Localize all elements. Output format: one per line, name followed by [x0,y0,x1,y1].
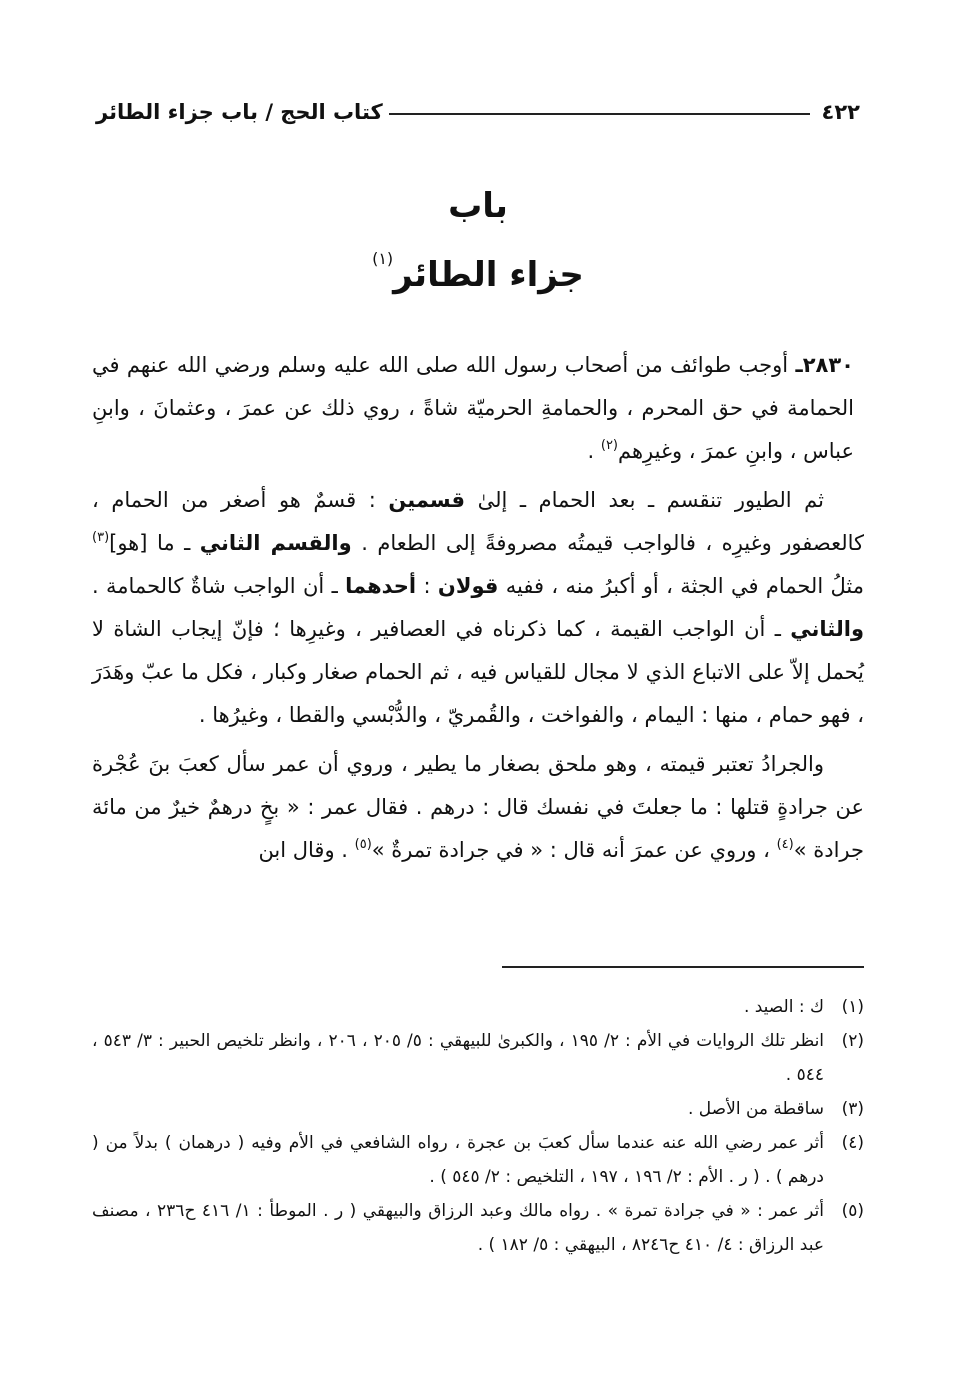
paragraph-text-end: . [587,439,601,463]
footnote-text: ك : الصيد . [743,997,824,1017]
chapter-title-footnote-ref: (١) [372,249,394,268]
chapter-title-text: جزاء الطائر [393,255,584,295]
paragraph-number: ٢٨٣٠ـ [795,353,854,377]
footnotes [92,990,864,1262]
chapter-title [0,232,956,302]
footnote-text: ساقطة من الأصل . [688,1099,824,1119]
bold-term: قولان [437,574,499,598]
footnote-separator [502,966,864,968]
footnote-number: (٣) [841,1099,864,1119]
footnote-number: (٤) [841,1133,864,1153]
main-text [92,344,864,878]
bold-term: قسمين [388,488,466,512]
text-run: . وقال ابن [258,838,355,862]
footnote-ref-5: (٥) [354,837,372,852]
page-number: ٤٢٢ [821,100,860,124]
chapter-label: باب [448,186,508,226]
footnote-4 [92,1126,864,1194]
paragraph-birds [92,479,864,737]
footnote-text: انظر تلك الروايات في الأم : ٢/ ١٩٥ ، والكبرىٰ للبيهقي : ٥/ ٢٠٥ ، ٢٠٦ ، وانظر تلخيص الحبير : ٣/ ٥٤٣ ، ٥٤٤ . [92,1031,825,1085]
footnote-5 [92,1194,864,1262]
footnote-ref-4: (٤) [776,837,794,852]
bold-term: والثاني [790,617,864,641]
footnote-number: (١) [841,997,864,1017]
footnote-text: أثر عمر رضي الله عنه عندما سأل كعبَ بن عجرة ، رواه الشافعي في الأم وفيه ( درهمان ) بدلاً من ( درهم ) . ( ر . الأم : ٢/ ١٩٦ ، ١٩٧ ، التلخيص : ٢/ ٥٤٥ ) . [92,1133,824,1187]
footnote-number: (٥) [841,1201,864,1221]
footnote-1 [92,990,864,1024]
text-run: ، وروي عن عمرَ أنه قال : « في جرادة تمرةٌ » [371,838,777,862]
text-run: ـ ما [هو] [109,531,200,555]
bold-term: والقسم الثاني [199,531,352,555]
header-rule [389,113,810,115]
text-run: : قسمٌ هو أصغر من الحمام ، كالعصفور وغيرِه ، فالواجب قيمتُه مصروفةً إلى الطعام . [92,488,864,555]
paragraph-locust [92,743,864,872]
text-run: مثلُ الحمام في الجثة ، أو أكبرُ منه ، ففيه [498,574,865,598]
chapter-heading [0,180,956,302]
text-run: ـ أن الواجب شاةٌ كالحمامة . [92,574,346,598]
footnote-ref-2: (٢) [600,438,618,453]
footnote-3 [92,1092,864,1126]
footnote-ref-3: (٣) [92,530,110,545]
text-run: والجرادُ تعتبر قيمته ، وهو ملحق بصغار ما يطير ، وروي أن عمر سأل كعبَ بنَ عُجْرة عن جرادةٍ قتلها : ما جعلتَ في نفسك قال : درهم . فقال عمر : « بخٍ درهمٌ خيرٌ من مائة جرادة » [92,752,864,862]
text-run: ثم الطيور تنقسم ـ بعد الحمام ـ إلىٰ [465,488,824,512]
footnote-2 [92,1024,864,1092]
footnote-number: (٢) [841,1031,864,1051]
running-title: كتاب الحج / باب جزاء الطائر [96,100,383,124]
running-header [96,84,860,124]
text-run: : [416,574,438,598]
footnote-text: أثر عمر : « في جرادة تمرة » . رواه مالك وعبد الرزاق والبيهقي ( ر . الموطأ : ١/ ٤١٦ ح٢٣٦ ، مصنف عبد الرزاق : ٤/ ٤١٠ ح٨٢٤٦ ، البيهقي : ٥/ ١٨٢ ) . [92,1201,824,1255]
paragraph-text: أوجب طوائف من أصحاب رسول الله صلى الله عليه وسلم ورضي الله عنهم في الحمامة في حق المحرم ، والحمامةِ الحرميّة شاةً ، روي ذلك عن عمرَ ، وعثمانَ ، وابنِ عباس ، وابنِ عمرَ ، وغيرِهم [92,353,854,463]
bold-term: أحدهما [345,574,417,598]
text-run: ـ أن الواجب القيمة ، كما ذكرناه في العصافير ، وغيرِها ؛ فإنّ إيجاب الشاة لا يُحمل إلاّ على الاتباع الذي لا مجال للقياس فيه ، ثم الحمام صغار وكبار ، فكل ما عبّ وهَدَرَ ، فهو حمام ، منها : اليمام ، والفواخت ، والقُمريّ ، والدُّبْسي والقطا ، وغيرُها . [92,617,864,727]
paragraph-2830 [92,344,864,473]
